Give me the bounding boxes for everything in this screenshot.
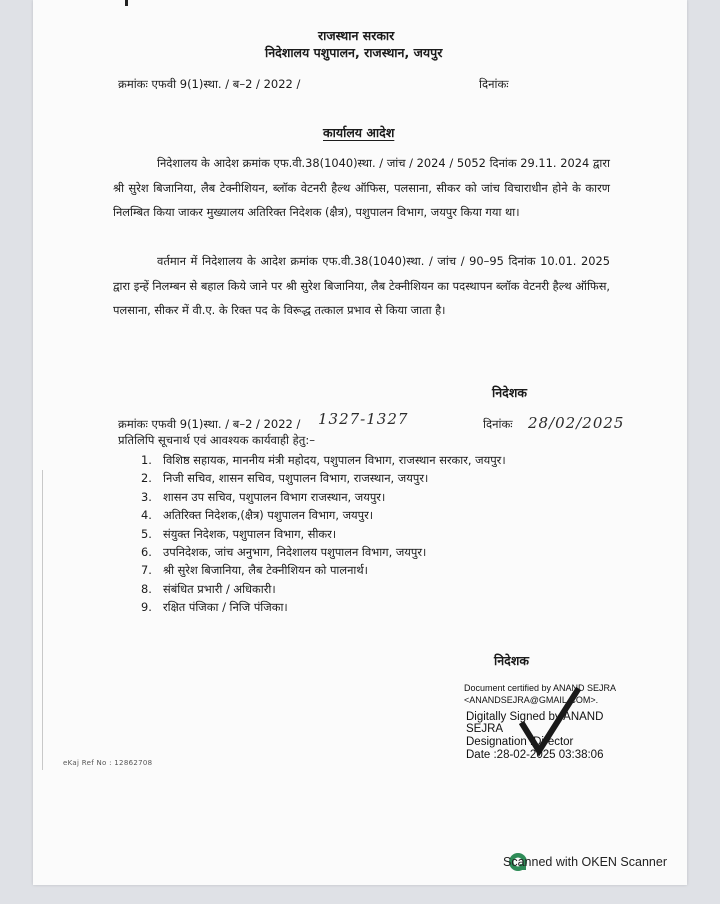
copy-recipient-list xyxy=(141,451,506,617)
fold-line xyxy=(42,470,43,770)
sig-certified: Document certified by ANAND SEJRA xyxy=(464,683,617,693)
copy-intro: प्रतिलिपि सूचनार्थ एवं आवश्यक कार्यवाही हेतु:– xyxy=(118,433,315,447)
sig-designation: Designation :Director xyxy=(466,736,574,748)
handwritten-date: 28/02/2025 xyxy=(528,414,625,432)
list-item: 3. शासन उप सचिव, पशुपालन विभाग राजस्थान, जयपुर। xyxy=(141,489,386,504)
top-edge-mark xyxy=(125,0,128,6)
ekaj-ref-number: eKaj Ref No : 12862708 xyxy=(63,759,153,767)
list-item: 7. श्री सुरेश बिजानिया, लैब टेक्नीशियन को पालनार्थ। xyxy=(141,563,368,578)
signature-checkmark-icon xyxy=(519,685,581,757)
govt-heading: राजस्थान सरकार xyxy=(318,28,395,43)
order-title: कार्यालय आदेश xyxy=(323,125,395,140)
list-item: 1. विशिष्ठ सहायक, माननीय मंत्री महोदय, पशुपालन विभाग, राजस्थान सरकार, जयपुर। xyxy=(141,453,506,467)
signatory-director: निदेशक xyxy=(492,385,527,400)
ref-number: क्रमांकः एफवी 9(1)स्था. / ब–2 / 2022 / xyxy=(118,77,301,91)
copy-ref-number: क्रमांकः एफवी 9(1)स्था. / ब–2 / 2022 / xyxy=(118,417,301,431)
sig-name-cont: SEJRA xyxy=(466,723,504,735)
dept-heading: निदेशालय पशुपालन, राजस्थान, जयपुर xyxy=(265,45,443,60)
copy-date-label: दिनांकः xyxy=(483,417,513,431)
order-paragraph-1: निदेशालय के आदेश क्रमांक एफ.वी.38(1040)स्था. / जांच / 2024 / 5052 दिनांक 29.11. 2024 द्वारा श्री सुरेश बिजानिया, लैब टेक्नीशियन, ब्लॉक वेटनरी हैल्थ ऑफिस, पलसाना, सीकर को जांच विचाराधीन होने के कारण निलम्बित किया जाकर मुख्यालय अतिरिक्त निदेशक (क्षैत्र), पशुपालन विभाग, जयपुर किया गया था। xyxy=(113,156,610,219)
signatory-director-2: निदेशक xyxy=(494,653,529,668)
list-item: 5. संयुक्त निदेशक, पशुपालन विभाग, सीकर। xyxy=(141,526,337,541)
sig-email: <ANANDSEJRA@GMAIL.COM>. xyxy=(464,695,599,705)
list-item: 8. संबंधित प्रभारी / अधिकारी। xyxy=(141,581,276,596)
date-label: दिनांकः xyxy=(479,77,509,91)
document-page xyxy=(33,0,687,885)
list-item: 4. अतिरिक्त निदेशक,(क्षैत्र) पशुपालन विभाग, जयपुर। xyxy=(141,508,374,523)
list-item: 2. निजी सचिव, शासन सचिव, पशुपालन विभाग, राजस्थान, जयपुर। xyxy=(141,471,429,486)
list-item: 9. रक्षित पंजिका / निजि पंजिका। xyxy=(141,600,288,615)
sig-signed-by: Digitally Signed by ANAND xyxy=(466,711,604,723)
sig-date: Date :28-02-2025 03:38:06 xyxy=(466,749,604,761)
list-item: 6. उपनिदेशक, जांच अनुभाग, निदेशालय पशुपालन विभाग, जयपुर। xyxy=(141,545,427,560)
scanner-watermark: Scanned with OKEN Scanner xyxy=(503,855,667,869)
handwritten-dispatch-number: 1327-1327 xyxy=(318,410,409,428)
order-paragraph-2: वर्तमान में निदेशालय के आदेश क्रमांक एफ.वी.38(1040)स्था. / जांच / 90–95 दिनांक 10.01. 2025 द्वारा इन्हें निलम्बन से बहाल किये जाने पर श्री सुरेश बिजानिया, लैब टेक्नीशियन का पदस्थापन ब्लॉक वेटनरी हैल्थ ऑफिस, पलसाना, सीकर में वी.ए. के रिक्त पद के विरूद्ध तत्काल प्रभाव से किया जाता है। xyxy=(113,254,611,317)
